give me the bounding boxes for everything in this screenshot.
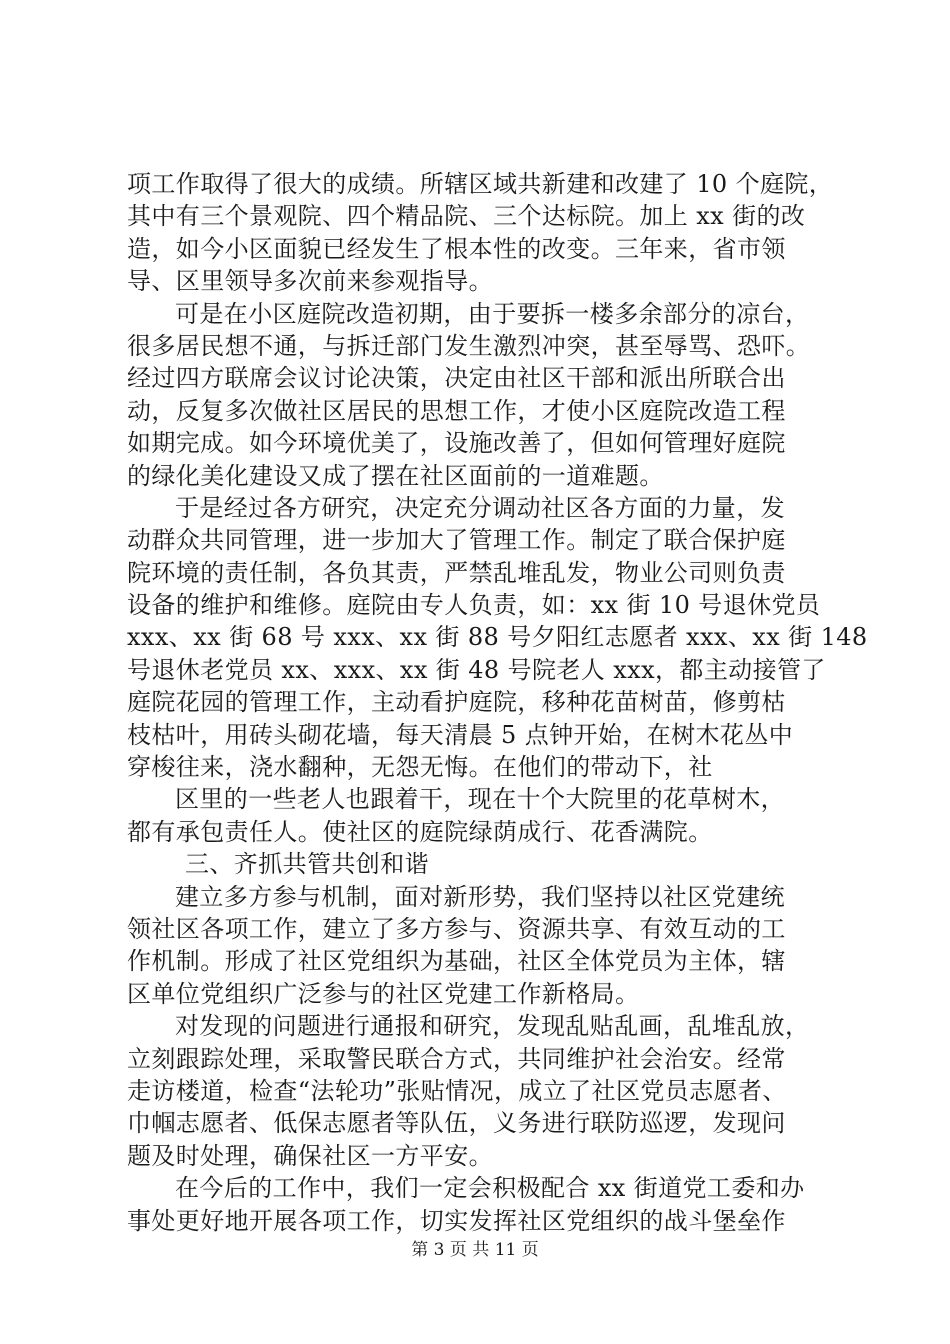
text-line: 穿梭往来，浇水翻种，无怨无悔。在他们的带动下，社 xyxy=(127,753,713,782)
text-line: 如期完成。如今环境优美了，设施改善了，但如何管理好庭院 xyxy=(127,429,786,458)
text-line: 枝枯叶，用砖头砌花墙，每天清晨 5 点钟开始，在树木花丛中 xyxy=(127,720,794,749)
paragraph-start-line: 区里的一些老人也跟着干，现在十个大院里的花草树木， xyxy=(175,785,785,814)
text-line: 都有承包责任人。使社区的庭院绿荫成行、花香满院。 xyxy=(127,817,713,846)
text-line: 项工作取得了很大的成绩。所辖区域共新建和改建了 10 个庭院， xyxy=(127,170,834,198)
text-line: 区单位党组织广泛参与的社区党建工作新格局。 xyxy=(127,979,640,1008)
paragraph-start-line: 在今后的工作中，我们一定会积极配合 xx 街道党工委和办 xyxy=(175,1174,805,1203)
paragraph-start-line: 对发现的问题进行通报和研究，发现乱贴乱画，乱堆乱放， xyxy=(175,1012,810,1041)
paragraph-start-line: 可是在小区庭院改造初期，由于要拆一楼多余部分的凉台， xyxy=(175,299,810,328)
text-line: 的绿化美化建设又成了摆在社区面前的一道难题。 xyxy=(127,461,664,490)
text-line: 导、区里领导多次前来参观指导。 xyxy=(127,267,493,296)
paragraph-start-line: 建立多方参与机制，面对新形势，我们坚持以社区党建统 xyxy=(175,882,785,911)
section-heading: 三、齐抓共管共创和谐 xyxy=(185,850,429,879)
text-line: 其中有三个景观院、四个精品院、三个达标院。加上 xx 街的改 xyxy=(127,202,806,231)
text-line: 很多居民想不通，与拆迁部门发生激烈冲突，甚至辱骂、恐吓。 xyxy=(127,331,811,360)
text-line: 立刻跟踪处理，采取警民联合方式，共同维护社会治安。经常 xyxy=(127,1044,786,1073)
paragraph-start-line: 于是经过各方研究，决定充分调动社区各方面的力量，发 xyxy=(175,493,785,522)
text-line: 号退休老党员 xx、xxx、xx 街 48 号院老人 xxx，都主动接管了 xyxy=(127,655,826,684)
text-line: 动，反复多次做社区居民的思想工作，才使小区庭院改造工程 xyxy=(127,396,786,425)
text-line: 经过四方联席会议讨论决策，决定由社区干部和派出所联合出 xyxy=(127,364,786,393)
text-line: 巾帼志愿者、低保志愿者等队伍，义务进行联防巡逻，发现问 xyxy=(127,1109,786,1138)
text-line: 庭院花园的管理工作，主动看护庭院，移种花苗树苗，修剪枯 xyxy=(127,688,786,717)
text-line: 造，如今小区面貌已经发生了根本性的改变。三年来，省市领 xyxy=(127,234,786,263)
document-body xyxy=(127,168,868,1237)
text-line: 领社区各项工作，建立了多方参与、资源共享、有效互动的工 xyxy=(127,914,786,943)
text-line: 题及时处理，确保社区一方平安。 xyxy=(127,1141,493,1170)
text-line: 作机制。形成了社区党组织为基础，社区全体党员为主体，辖 xyxy=(127,947,786,976)
text-line: xxx、xx 街 68 号 xxx、xx 街 88 号夕阳红志愿者 xxx、xx 街 148 xyxy=(127,623,868,652)
text-line: 事处更好地开展各项工作，切实发挥社区党组织的战斗堡垒作 xyxy=(127,1206,786,1235)
text-line: 院环境的责任制，各负其责，严禁乱堆乱发，物业公司则负责 xyxy=(127,558,786,587)
text-line: 走访楼道，检查“法轮功”张贴情况，成立了社区党员志愿者、 xyxy=(127,1076,787,1105)
page-number-footer: 第 3 页 共 11 页 xyxy=(411,1240,539,1260)
text-line: 动群众共同管理，进一步加大了管理工作。制定了联合保护庭 xyxy=(127,526,786,555)
text-line: 设备的维护和维修。庭院由专人负责，如：xx 街 10 号退休党员 xyxy=(127,591,821,620)
